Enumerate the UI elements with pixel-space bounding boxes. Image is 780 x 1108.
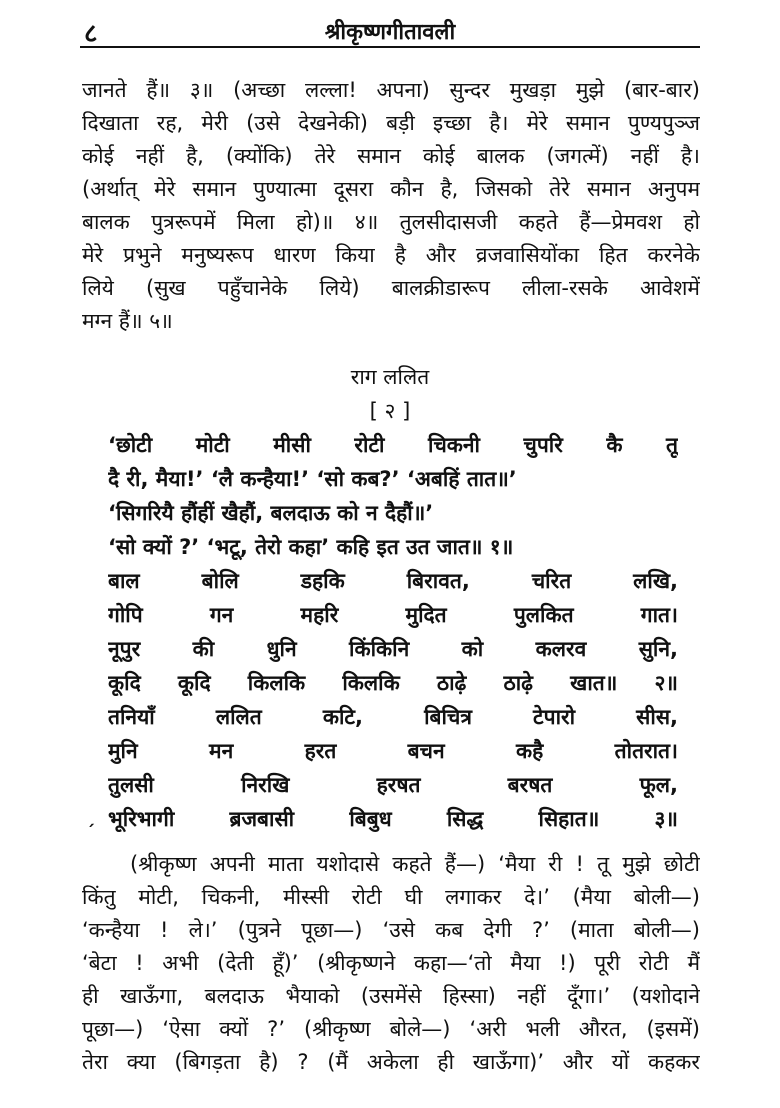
verse-line: तनियाँ ललित कटि, बिचित्र टेपारो सीस,: [108, 705, 678, 729]
verse-line: ‘छोटी मोटी मीसी रोटी चिकनी चुपरि कै तू: [108, 433, 678, 457]
verse-line: तुलसी निरखि हरषत बरषत फूल,: [108, 773, 678, 797]
commentary-line: कोई नहीं है, (क्योंकि) तेरे समान कोई बालक (जगत्में) नहीं है।: [82, 144, 700, 168]
commentary-line: जानते हैं॥ ३॥ (अच्छा लल्ला! अपना) सुन्दर मुखड़ा मुझे (बार-बार): [82, 78, 700, 102]
verse-line: ‘सो क्यों ?’ ‘भटू, तेरो कहा’ कहि इत उत जात॥ १॥: [108, 535, 514, 559]
commentary-line: मग्न हैं॥ ५॥: [82, 309, 173, 333]
verse-line: मुनि मन हरत बचन कहै तोतरात।: [108, 739, 678, 763]
commentary-line: किंतु मोटी, चिकनी, मीस्सी रोटी घी लगाकर दे।’ (मैया बोली—): [82, 885, 700, 909]
commentary-line: लिये (सुख पहुँचानेके लिये) बालक्रीडारूप लीला-रसके आवेशमें: [82, 276, 700, 300]
verse-line: नूपुर की धुनि किंकिनि को कलरव सुनि,: [108, 637, 678, 661]
header-rule: [80, 46, 700, 48]
raga-heading: राग ललित: [350, 365, 430, 389]
stray-mark: ˊ: [86, 822, 95, 843]
commentary-line: पूछा—) ‘ऐसा क्यों ?’ (श्रीकृष्ण बोले—) ‘अरी भली औरत, (इसमें): [82, 1017, 700, 1041]
verse-block: [108, 428, 678, 836]
commentary-line: (श्रीकृष्ण अपनी माता यशोदासे कहते हैं—) ‘मैया री ! तू मुझे छोटी: [130, 852, 700, 876]
verse-line: ‘सिगरियै हौंहीं खैहौं, बलदाऊ को न दैहौं॥’: [108, 501, 434, 525]
commentary-top: [82, 74, 700, 338]
commentary-line: (अर्थात् मेरे समान पुण्यात्मा दूसरा कौन है, जिसको तेरे समान अनुपम: [82, 177, 700, 201]
commentary-line: ही खाऊँगा, बलदाऊ भैयाको (उसमेंसे हिस्सा) नहीं दूँगा।’ (यशोदाने: [82, 984, 700, 1008]
verse-line: कूदि कूदि किलकि किलकि ठाढ़े ठाढ़े खात॥ २॥: [108, 671, 678, 695]
verse-line: भूरिभागी ब्रजबासी बिबुध सिद्ध सिहात॥ ३॥: [108, 807, 678, 831]
commentary-line: दिखाता रह, मेरी (उसे देखनेकी) बड़ी इच्छा है। मेरे समान पुण्यपुञ्ज: [82, 111, 700, 135]
commentary-line: मेरे प्रभुने मनुष्यरूप धारण किया है और व्रजवासियोंका हित करनेके: [82, 243, 700, 267]
commentary-bottom: [82, 848, 700, 1079]
page-number: ८: [84, 19, 98, 49]
verse-line: गोपि गन महरि मुदित पुलकित गात।: [108, 603, 678, 627]
commentary-line: बालक पुत्ररूपमें मिला हो)॥ ४॥ तुलसीदासजी कहते हैं—प्रेमवश हो: [82, 210, 700, 234]
commentary-line: तेरा क्या (बिगड़ता है) ? (मैं अकेला ही खाऊँगा)’ और यों कहकर: [82, 1050, 700, 1074]
commentary-line: ‘बेटा ! अभी (देती हूँ)’ (श्रीकृष्णने कहा—‘तो मैया !) पूरी रोटी मैं: [82, 951, 700, 975]
pad-number: [ २ ]: [369, 399, 411, 423]
verse-line: बाल बोलि डहकि बिरावत, चरित लखि,: [108, 569, 678, 593]
commentary-line: ‘कन्हैया ! ले।’ (पुत्रने पूछा—) ‘उसे कब देगी ?’ (माता बोली—): [82, 918, 700, 942]
page-header: [80, 10, 700, 49]
verse-line: दै री, मैया!’ ‘लै कन्हैया!’ ‘सो कब?’ ‘अबहिं तात॥’: [108, 467, 517, 491]
running-title: श्रीकृष्णगीतावली: [324, 20, 456, 45]
